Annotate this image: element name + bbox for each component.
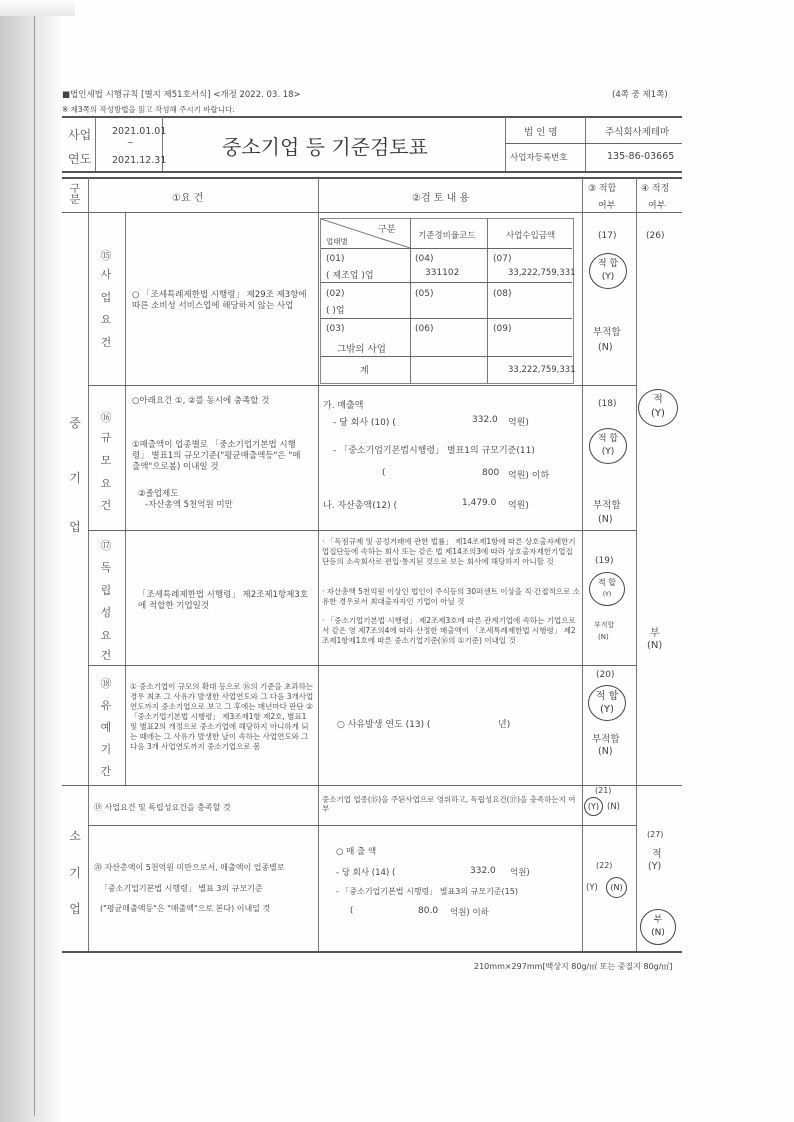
field-number: (03) [326,324,345,334]
section-label-small: 기 [69,866,81,880]
col-header-requirement: ①요 건 [172,193,204,204]
scale-standard-value: 800 [482,468,500,478]
period-end: 2021.12.31 [112,155,167,166]
period-start: 2021.01.01 [112,126,167,137]
field-number: (01) [326,254,345,264]
scale-requirement-1: ①매출액이 업종별로 「중소기업기본법 시행령」 별표1의 규모기준("평균매출액등"은 "매출액"으로봄) 이내일 것 [132,440,301,472]
section-label-small: 업 [69,902,81,916]
proper-no-label: 부 [650,628,660,639]
col-header-business-income: 사업수입금액 [506,231,556,241]
fit-yes-label: 적 합 [597,259,619,269]
scale-requirement-intro: ○아래요건 ①, ②를 동시에 충족할 것 [132,396,270,406]
total-label: 계 [360,366,369,376]
section-label-small: 소 [69,829,81,843]
small-requirement-1: ⑲ 사업요건 및 독립성요건을 충족할 것 [94,803,231,812]
paper-spec-footer: 210mm×297mm[백상지 80g/㎡ 또는 중질지 80g/㎡] [474,962,673,971]
row-label-char: 기 [100,743,112,756]
col-header-fit: ③ 적합 [588,184,617,194]
fit-no-label: 부적합 [593,500,621,511]
proper-yes-circled [638,389,678,427]
no-circled [606,877,627,898]
col-line [88,178,89,951]
row-label-char: 독 [100,561,112,574]
total-income-value: 33,222,759,331 [508,365,576,375]
unit-label: 억원) 이하 [450,908,489,918]
row-rule [88,825,636,826]
paren: ( [382,468,386,478]
col-header-category: 구분 [69,182,81,206]
scan-binding-top [0,0,75,16]
header-top-rule [62,116,682,118]
field-number: (20) [596,670,615,680]
unit-label: 억원) [510,868,530,878]
fit-yes-circled [588,685,626,721]
row-label-char: ⑰ [100,539,112,552]
paren: ( [350,906,354,916]
small-scale-standard-label: - 「중소기업기본법 시행령」 별표3의 규모기준(15) [336,887,518,896]
field-number: (18) [598,399,617,409]
page-indicator: (4쪽 중 제1쪽) [612,90,668,100]
proper-yes-label: 적 [653,394,663,405]
inner-row-line [321,318,572,319]
unit-label: 억원) [508,501,529,511]
col-header-proper: 여부 [648,201,666,211]
proper-yes-code: (Y) [651,408,665,419]
yes-code: (Y) [586,883,598,893]
business-type-value: ( )업 [326,306,345,316]
unit-label: 년) [498,720,511,730]
fit-yes-code: (Y) [600,704,614,715]
row-label-char: 요 [100,477,112,490]
business-year-label: 사업 [68,128,92,142]
fit-yes-label: 적 합 [598,578,616,587]
proper-no-label: 부 [653,915,663,925]
fit-no-label: 부적합 [594,621,615,629]
page-title: 중소기업 등 기준검토표 [222,135,428,159]
field-number: (08) [493,289,512,299]
scan-binding-shadow [0,0,62,1122]
small-company-sales-value: 332.0 [470,866,496,876]
row-label-char: 모 [100,454,112,467]
small-requirement-2: 「중소기업기본법 시행령」 별표 3의 규모기준 [100,884,263,893]
row-label-char: 예 [100,721,112,734]
corp-name-label: 법 인 명 [524,127,558,138]
fit-yes-circled [589,253,627,289]
no-code: (N) [607,802,620,812]
review-company-sales-label: - 당 회사 (10) ( [333,418,396,428]
independence-review-3: · 「중소기업기본법 시행령」 제2조제3호에 따른 관계기업에 속하는 기업으로서 같은 영 제7조의4에 따라 산정한 매출액이 「조세특례제한법 시행령」 제2조제1항제1호에 따른 중소기업기준(⑯의 ①기준) 이내일 것 [322,616,576,645]
business-type-value: ( 제조업 )업 [326,271,374,281]
fit-yes-code: (Y) [601,447,615,457]
corner-label-category: 구분 [378,225,396,235]
inner-row-line [321,248,572,249]
business-income-value: 33,222,759,331 [508,268,576,278]
field-number: (17) [598,231,617,241]
small-review-1: 중소기업 업종(⑮)을 주된사업으로 영위하고, 독립성요건(⑰)을 충족하는지 여부 [322,795,576,813]
fit-no-code: (N) [598,342,613,353]
fit-no-code: (N) [598,633,609,641]
header-bottom-rule [62,171,682,173]
field-number: (21) [595,786,612,795]
row-label-char: 사 [100,268,112,281]
row-label-char: 건 [100,499,112,512]
row-label-char: ⑮ [100,249,112,262]
small-review-sales-heading: ○ 매 출 액 [336,847,377,857]
business-requirement-text: ○ 「조세특례제한법 시행령」 제29조 제3항에 따른 소비성 서비스업에 해당하지 않는 사업 [132,290,307,311]
fit-no-label: 부적합 [592,734,620,745]
grace-requirement-text: ① 중소기업이 규모의 확대 등으로 ⑯의 기준을 초과하는 경우 최초 그 사유가 발생한 사업연도와 그 다음 3개사업연도까지 중소기업으로 보고 그 후에는 매년마다 판단 ② 「중소기업기본법 시행령」 제3조제1항 제2호, 별표1 및 별표2의 개정으로 중소기업에 해당하지 아니하게 되는 때에는 그 사유가 발생한 날이 속하는 사업연도와 그 다음 3개 사업연도까지 중소기업으로 봄 [130,682,314,751]
row-label-char: 립 [100,584,112,597]
fit-yes-label: 적 합 [595,691,619,702]
col-header-fit: 여부 [598,201,616,211]
field-number: (19) [595,556,614,566]
inner-row-line [321,282,572,283]
fit-yes-circled [589,428,627,464]
field-number: (07) [493,254,512,264]
row-label-char: 요 [100,629,112,642]
yes-code: (Y) [587,802,600,811]
review-total-assets-label: 나. 자산총액(12) ( [323,501,398,511]
yes-circled [584,797,603,816]
independence-review-1: · 「독점규제 및 공정거래에 관한 법률」 제14조제1항에 따른 상호출자제한기업집단등에 속하는 회사 또는 같은 법 제14조의3에 따라 상호출자제한기업집단등의 소속회사로 편입·통지된 것으로 보는 회사에 해당하지 아니할 것 [322,537,576,566]
scan-binding-fold [34,16,35,1116]
proper-yes-label: 적 [652,849,662,860]
header-divider [95,117,96,171]
field-number: (22) [596,861,613,870]
reason-year-label: ○ 사유발생 연도 (13) ( [337,720,431,730]
proper-no-code: (N) [651,928,665,938]
field-number: (26) [646,231,665,241]
fit-yes-code: (Y) [601,272,615,282]
fit-yes-code: (Y) [602,591,612,598]
column-header-rule [62,212,682,213]
independence-review-2: · 자산총액 5천억원 이상인 법인이 주식등의 30퍼센트 이상을 직·간접적으로 소유한 경우로서 최대출자자인 기업이 아닐 것 [322,587,580,606]
field-number: (04) [415,254,434,264]
unit-label: 억원) [508,418,529,428]
unit-label: 억원) 이하 [508,471,550,481]
corner-label-business-type: 업태별 [326,237,348,246]
inner-row-line [321,356,572,357]
col-header-expense-code: 기준경비율코드 [418,231,476,241]
independence-requirement-text: 「조세특례제한법 시행령」 제2조제1항제3호에 적합한 기업일것 [138,590,309,611]
col-header-proper: ④ 적정 [641,184,670,194]
field-number: (02) [326,289,345,299]
fit-no-label: 부적합 [593,327,621,338]
field-number: (06) [415,324,434,334]
scale-requirement-2-body: -자산총액 5천억원 미만 [145,500,233,510]
inner-col-line [410,219,411,383]
section-rule [62,785,682,786]
row-label-char: 업 [100,291,112,304]
small-company-sales-label: - 당 회사 (14) ( [336,868,396,878]
instruction-note: ※ 제3쪽의 작성방법을 읽고 작성해 주시기 바랍니다. [62,105,235,114]
fit-no-code: (N) [598,746,613,757]
col-line [318,178,319,951]
no-code: (N) [610,883,623,892]
small-requirement-2: ⑳ 자산총액이 5천억원 미만으로서, 매출액이 업종별로 [94,863,285,872]
row-rule [88,385,636,386]
row-label-char: 요 [100,313,112,326]
inner-col-line [487,219,488,383]
company-sales-value: 332.0 [472,415,498,425]
corp-name-value: 주식회사제테마 [605,127,670,138]
row-rule [88,665,636,666]
header-divider [505,117,506,171]
expense-code-value: 331102 [425,268,460,278]
field-number: (05) [415,289,434,299]
row-label-char: ⑱ [100,677,112,690]
header-divider [585,117,586,171]
small-requirement-2: ("평균매출액등"은 "매출액"으로 본다) 이내일 것 [100,904,271,913]
total-assets-value: 1,479.0 [462,498,497,508]
row-label-char: 유 [100,699,112,712]
row-label-char: 건 [100,336,112,349]
fit-yes-circled [589,572,625,606]
field-number: (09) [493,324,512,334]
row-label-char: 간 [100,765,112,778]
col-line [636,178,637,951]
form-reference: ■법인세법 시행규칙 [별지 제51호서식] <개정 2022. 03. 18> [62,90,301,100]
scale-requirement-2-title: ②졸업제도 [138,489,179,499]
biz-reg-label: 사업자등록번호 [510,153,568,163]
fit-yes-label: 적 합 [597,434,619,444]
row-label-char: 규 [100,431,112,444]
field-number: (27) [647,830,664,839]
table-bottom-rule [62,951,682,953]
col-line [582,178,583,951]
review-scale-standard-label: - 「중소기업기본법시행령」 별표1의 규모기준(11) [333,446,535,456]
col-line [125,212,126,785]
header-divider [505,143,682,144]
biz-reg-value: 135-86-03665 [607,151,675,162]
review-sales-heading: 가. 매출액 [323,401,364,411]
col-header-review: ②검 토 내 용 [412,193,470,204]
proper-yes-code: (Y) [648,861,662,872]
proper-no-code: (N) [647,640,663,651]
fit-no-code: (N) [598,514,613,525]
business-year-label: 연도 [68,152,92,166]
small-scale-standard-value: 80.0 [418,906,439,916]
table-top-rule [62,177,682,179]
section-label-sme: 기 [69,471,81,485]
business-type-value: 그밖의 사업 [337,344,386,355]
section-label-sme: 중 [69,416,81,430]
row-label-char: 건 [100,649,112,662]
proper-no-circled [640,909,676,945]
row-rule [88,530,636,531]
row-label-char: ⑯ [100,411,112,424]
period-separator: ~ [127,138,134,147]
section-label-sme: 업 [69,520,81,534]
row-label-char: 성 [100,606,112,619]
